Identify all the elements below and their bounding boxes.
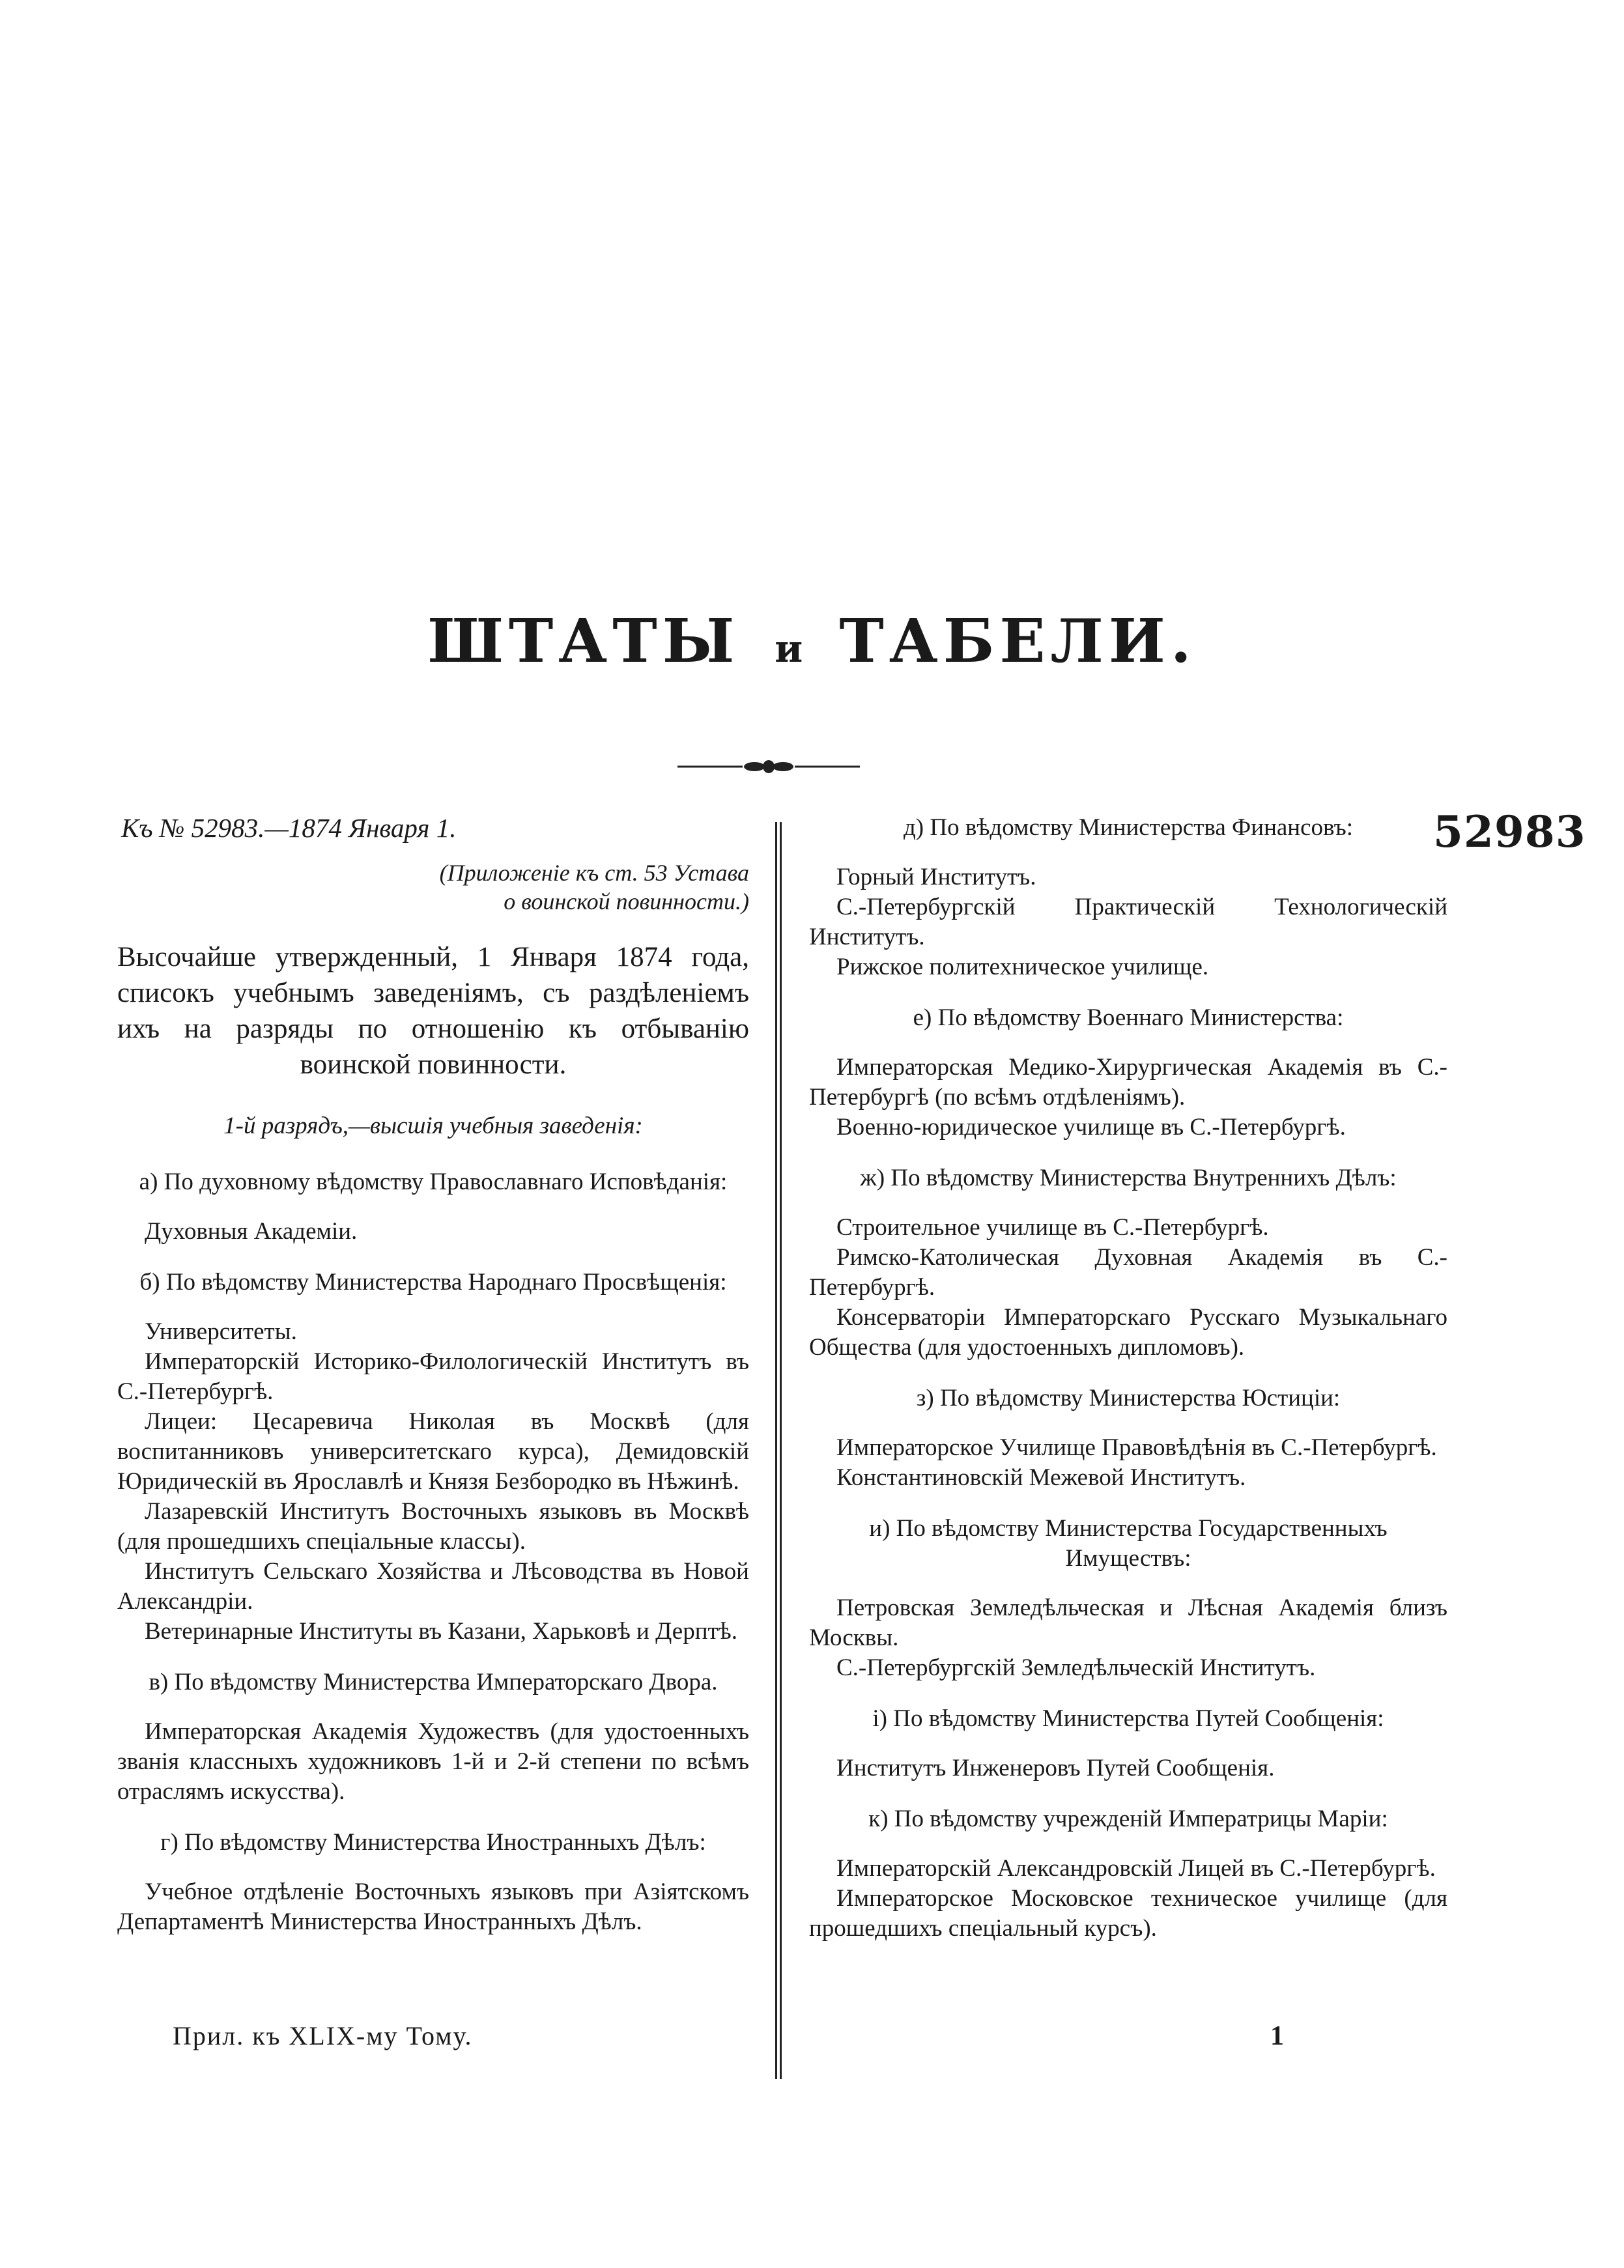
institution-item: Рижское политехническое училище. — [836, 954, 1209, 980]
institution-item: Университеты. — [145, 1318, 297, 1345]
section-heading: е) По вѣдомству Военнаго Министерства: — [913, 1004, 1344, 1031]
institution-item: Императорская Медико-Хирургическая Академія въ С.-Петербургѣ (по всѣмъ отдѣленіямъ). — [809, 1054, 1447, 1111]
title-conjunction: и — [775, 627, 805, 671]
section — [117, 1268, 749, 1647]
appendix-note — [117, 858, 749, 916]
section — [117, 1828, 749, 1937]
institution-item: Консерваторіи Императорскаго Русскаго Музыкальнаго Общества (для удостоенныхъ дипломовъ). — [809, 1304, 1447, 1361]
section — [809, 1003, 1447, 1142]
section — [809, 1804, 1447, 1944]
institution-item: Римско-Католическая Духовная Академія въ С.-Петербургѣ. — [809, 1244, 1447, 1301]
section-heading: к) По вѣдомству учрежденій Императрицы Маріи: — [868, 1806, 1388, 1832]
institution-item: Учебное отдѣленіе Восточныхъ языковъ при Азіятскомъ Департаментѣ Министерства Иностранныхъ Дѣлъ. — [117, 1878, 749, 1935]
decree-heading: Высочайше утвержденный, 1 Января 1874 года, списокъ учебнымъ заведеніямъ, съ раздѣленіемъ ихъ на разряды по отношенію къ отбыванію воинской повинности. — [117, 942, 749, 1080]
reference-line: Къ № 52983.—1874 Января 1. — [121, 813, 457, 843]
page-number: 1 — [1270, 2021, 1284, 2051]
institution-item: С.-Петербургскій Практическій Технологическій Институтъ. — [809, 894, 1447, 950]
institution-item: С.-Петербургскій Земледѣльческій Институтъ. — [836, 1654, 1316, 1681]
column-divider — [775, 822, 782, 2079]
left-sections — [117, 1167, 749, 1937]
statute-number: 52983 — [1433, 806, 1586, 857]
institution-item: Институтъ Инженеровъ Путей Сообщенія. — [836, 1755, 1275, 1781]
section-heading: д) По вѣдомству Министерства Финансовъ: — [903, 814, 1353, 841]
section-heading: з) По вѣдомству Министерства Юстиціи: — [916, 1385, 1341, 1411]
section-heading: ж) По вѣдомству Министерства Внутреннихъ Дѣлъ: — [860, 1165, 1397, 1191]
institution-item: Ветеринарные Институты въ Казани, Харьковѣ и Дерптѣ. — [145, 1618, 738, 1645]
section — [809, 1704, 1447, 1783]
institution-item: Петровская Земледѣльческая и Лѣсная Академія близъ Москвы. — [809, 1595, 1447, 1651]
section-heading: в) По вѣдомству Министерства Императорскаго Двора. — [149, 1669, 718, 1695]
institution-item: Военно-юридическое училище въ С.-Петербургѣ. — [836, 1114, 1346, 1141]
institution-item: Горный Институтъ. — [836, 864, 1036, 890]
institution-item: Императорское Московское техническое училище (для прошедшихъ спеціальный курсъ). — [809, 1885, 1447, 1942]
right-column — [809, 813, 1447, 1964]
right-sections — [809, 813, 1447, 1944]
section-heading: г) По вѣдомству Министерства Иностранныхъ Дѣлъ: — [160, 1829, 706, 1856]
institution-item: Духовныя Академіи. — [145, 1218, 358, 1245]
ornament-divider-icon — [677, 758, 860, 776]
rank-heading: 1-й разрядъ,—высшія учебныя заведенія: — [223, 1113, 643, 1139]
institution-item: Строительное училище въ С.-Петербургѣ. — [836, 1214, 1269, 1241]
institution-item: Лицеи: Цесаревича Николая въ Москвѣ (для воспитанниковъ университетскаго курса), Демидовскій Юридическій въ Ярославлѣ и Князя Безбородко въ Нѣжинѣ. — [117, 1408, 749, 1495]
note-line: (Приложеніе къ ст. 53 Устава — [439, 860, 749, 886]
institution-item: Лазаревскій Институтъ Восточныхъ языковъ въ Москвѣ (для прошедшихъ спеціальные классы). — [117, 1498, 749, 1555]
institution-item: Институтъ Сельскаго Хозяйства и Лѣсоводства въ Новой Александріи. — [117, 1558, 749, 1615]
section-heading: и) По вѣдомству Министерства Государственныхъ Имуществъ: — [869, 1515, 1388, 1572]
title-right: ТАБЕЛИ. — [839, 606, 1197, 676]
institution-item: Императорская Академія Художествъ (для удостоенныхъ званія классныхъ художниковъ 1-й и 2-й степени по всѣмъ отраслямъ искусства). — [117, 1718, 749, 1805]
section-heading: б) По вѣдомству Министерства Народнаго Просвѣщенія: — [139, 1269, 727, 1296]
section — [809, 1514, 1447, 1683]
page-title — [0, 606, 1624, 676]
section — [809, 1163, 1447, 1363]
section-heading: і) По вѣдомству Министерства Путей Сообщенія: — [872, 1705, 1384, 1732]
volume-footer: Прил. къ XLIX-му Тому. — [173, 2021, 473, 2050]
institution-item: Императорскій Историко-Филологическій Институтъ въ С.-Петербургѣ. — [117, 1348, 749, 1405]
section — [117, 1167, 749, 1247]
left-column — [117, 813, 749, 1958]
institution-item: Императорское Училище Правовѣдѣнія въ С.-Петербургѣ. — [836, 1434, 1437, 1461]
title-left: ШТАТЫ — [427, 606, 740, 676]
institution-item: Константиновскій Межевой Институтъ. — [836, 1464, 1246, 1491]
section — [809, 1383, 1447, 1493]
section-heading: а) По духовному вѣдомству Православнаго Исповѣданія: — [139, 1169, 728, 1195]
note-line: о воинской повинности.) — [504, 888, 749, 914]
section — [117, 1667, 749, 1807]
section — [809, 813, 1447, 982]
institution-item: Императорскій Александровскій Лицей въ С.-Петербургѣ. — [836, 1855, 1436, 1882]
